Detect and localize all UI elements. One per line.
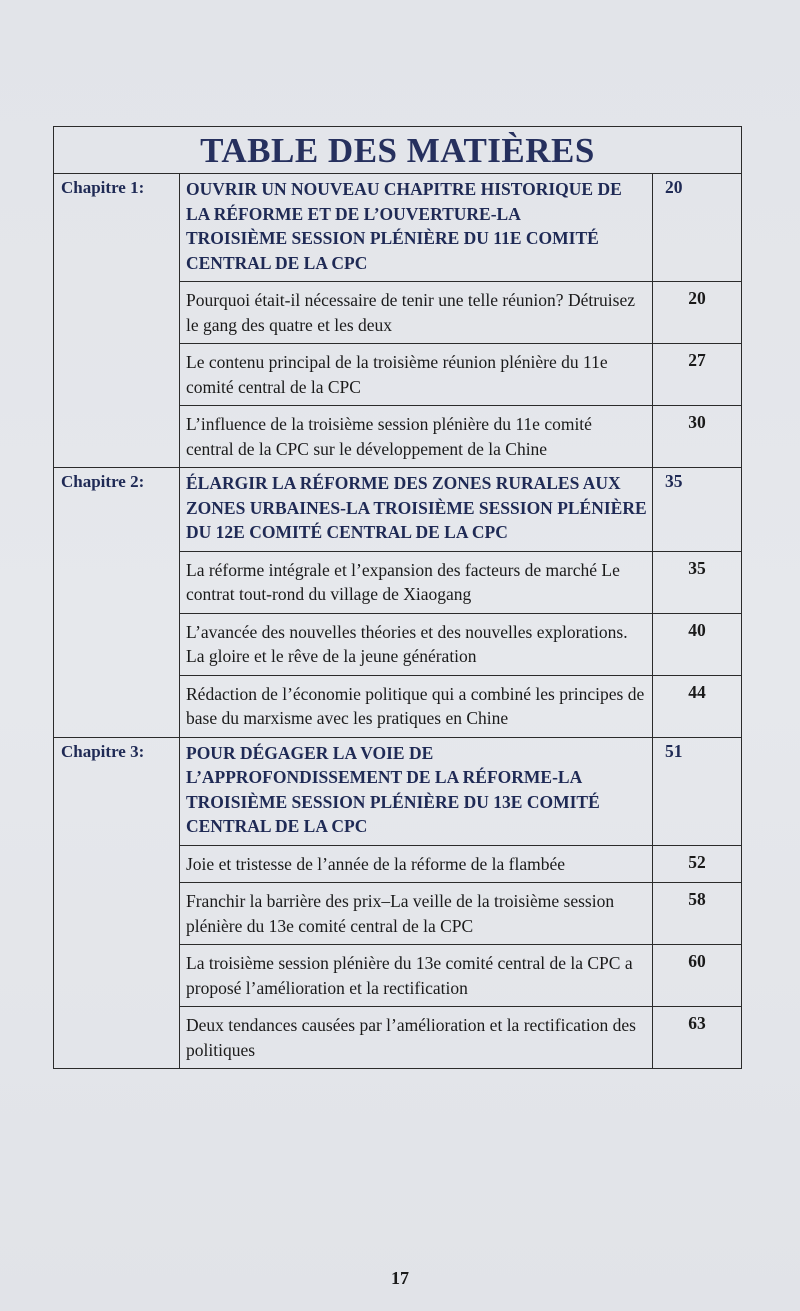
chapter-heading-row[interactable] — [180, 174, 741, 282]
table-of-contents — [53, 126, 742, 1069]
toc-title: TABLE DES MATIÈRES — [54, 127, 741, 174]
chapter-heading: OUVRIR UN NOUVEAU CHAPITRE HISTORIQUE DE LA RÉFORME ET DE L’OUVERTURE-LA TROISIÈME SESSION PLÉNIÈRE DU 11E COMITÉ CENTRAL DE LA CPC — [180, 174, 653, 281]
page-number: 17 — [391, 1268, 409, 1288]
chapter-1 — [54, 174, 741, 468]
chapter-heading: POUR DÉGAGER LA VOIE DE L’APPROFONDISSEMENT DE LA RÉFORME-LA TROISIÈME SESSION PLÉNIÈRE DU 13E COMITÉ CENTRAL DE LA CPC — [180, 738, 653, 845]
section-row[interactable] — [180, 344, 741, 406]
chapter-heading-row[interactable] — [180, 468, 741, 552]
section-row[interactable] — [180, 282, 741, 344]
chapter-body — [180, 468, 741, 737]
section-title: Rédaction de l’économie politique qui a combiné les principes de base du marxisme avec les pratiques en Chine — [180, 676, 653, 737]
section-title: L’avancée des nouvelles théories et des nouvelles explorations. La gloire et le rêve de la jeune génération — [180, 614, 653, 675]
chapter-heading-row[interactable] — [180, 738, 741, 846]
chapter-label: Chapitre 3: — [54, 738, 180, 1069]
section-row[interactable] — [180, 945, 741, 1007]
section-title: La troisième session plénière du 13e comité central de la CPC a proposé l’amélioration et la rectification — [180, 945, 653, 1006]
page-ref: 52 — [688, 851, 706, 872]
page-ref: 58 — [688, 889, 706, 909]
page-ref: 20 — [688, 288, 706, 308]
chapter-label: Chapitre 1: — [54, 174, 180, 467]
page-ref: 27 — [688, 350, 706, 370]
chapter-body — [180, 738, 741, 1069]
section-row[interactable] — [180, 846, 741, 884]
section-title: Pourquoi était-il nécessaire de tenir une telle réunion? Détruisez le gang des quatre et les deux — [180, 282, 653, 343]
page-ref: 44 — [688, 681, 706, 702]
section-row[interactable] — [180, 1007, 741, 1068]
section-title: Franchir la barrière des prix–La veille de la troisième session plénière du 13e comité central de la CPC — [180, 883, 653, 944]
page-ref: 35 — [688, 557, 706, 578]
section-title: La réforme intégrale et l’expansion des facteurs de marché Le contrat tout-rond du village de Xiaogang — [180, 552, 653, 613]
page-ref: 35 — [665, 471, 683, 491]
page-ref: 30 — [688, 412, 706, 432]
section-row[interactable] — [180, 676, 741, 737]
chapter-heading: ÉLARGIR LA RÉFORME DES ZONES RURALES AUX ZONES URBAINES-LA TROISIÈME SESSION PLÉNIÈRE DU 12E COMITÉ CENTRAL DE LA CPC — [180, 468, 653, 551]
section-title: Deux tendances causées par l’amélioration et la rectification des politiques — [180, 1007, 653, 1068]
page-ref: 40 — [688, 619, 706, 640]
page-ref: 63 — [688, 1013, 706, 1033]
chapter-2 — [54, 468, 741, 738]
section-title: Le contenu principal de la troisième réunion plénière du 11e comité central de la CPC — [180, 344, 653, 405]
section-row[interactable] — [180, 614, 741, 676]
page-ref: 20 — [665, 177, 683, 197]
section-row[interactable] — [180, 552, 741, 614]
page-ref: 51 — [665, 740, 683, 761]
page-ref: 60 — [688, 951, 706, 971]
section-title: L’influence de la troisième session plénière du 11e comité central de la CPC sur le développement de la Chine — [180, 406, 653, 467]
chapter-3 — [54, 738, 741, 1069]
chapter-label: Chapitre 2: — [54, 468, 180, 737]
section-row[interactable] — [180, 883, 741, 945]
chapter-body — [180, 174, 741, 467]
section-title: Joie et tristesse de l’année de la réforme de la flambée — [180, 846, 653, 883]
section-row[interactable] — [180, 406, 741, 467]
